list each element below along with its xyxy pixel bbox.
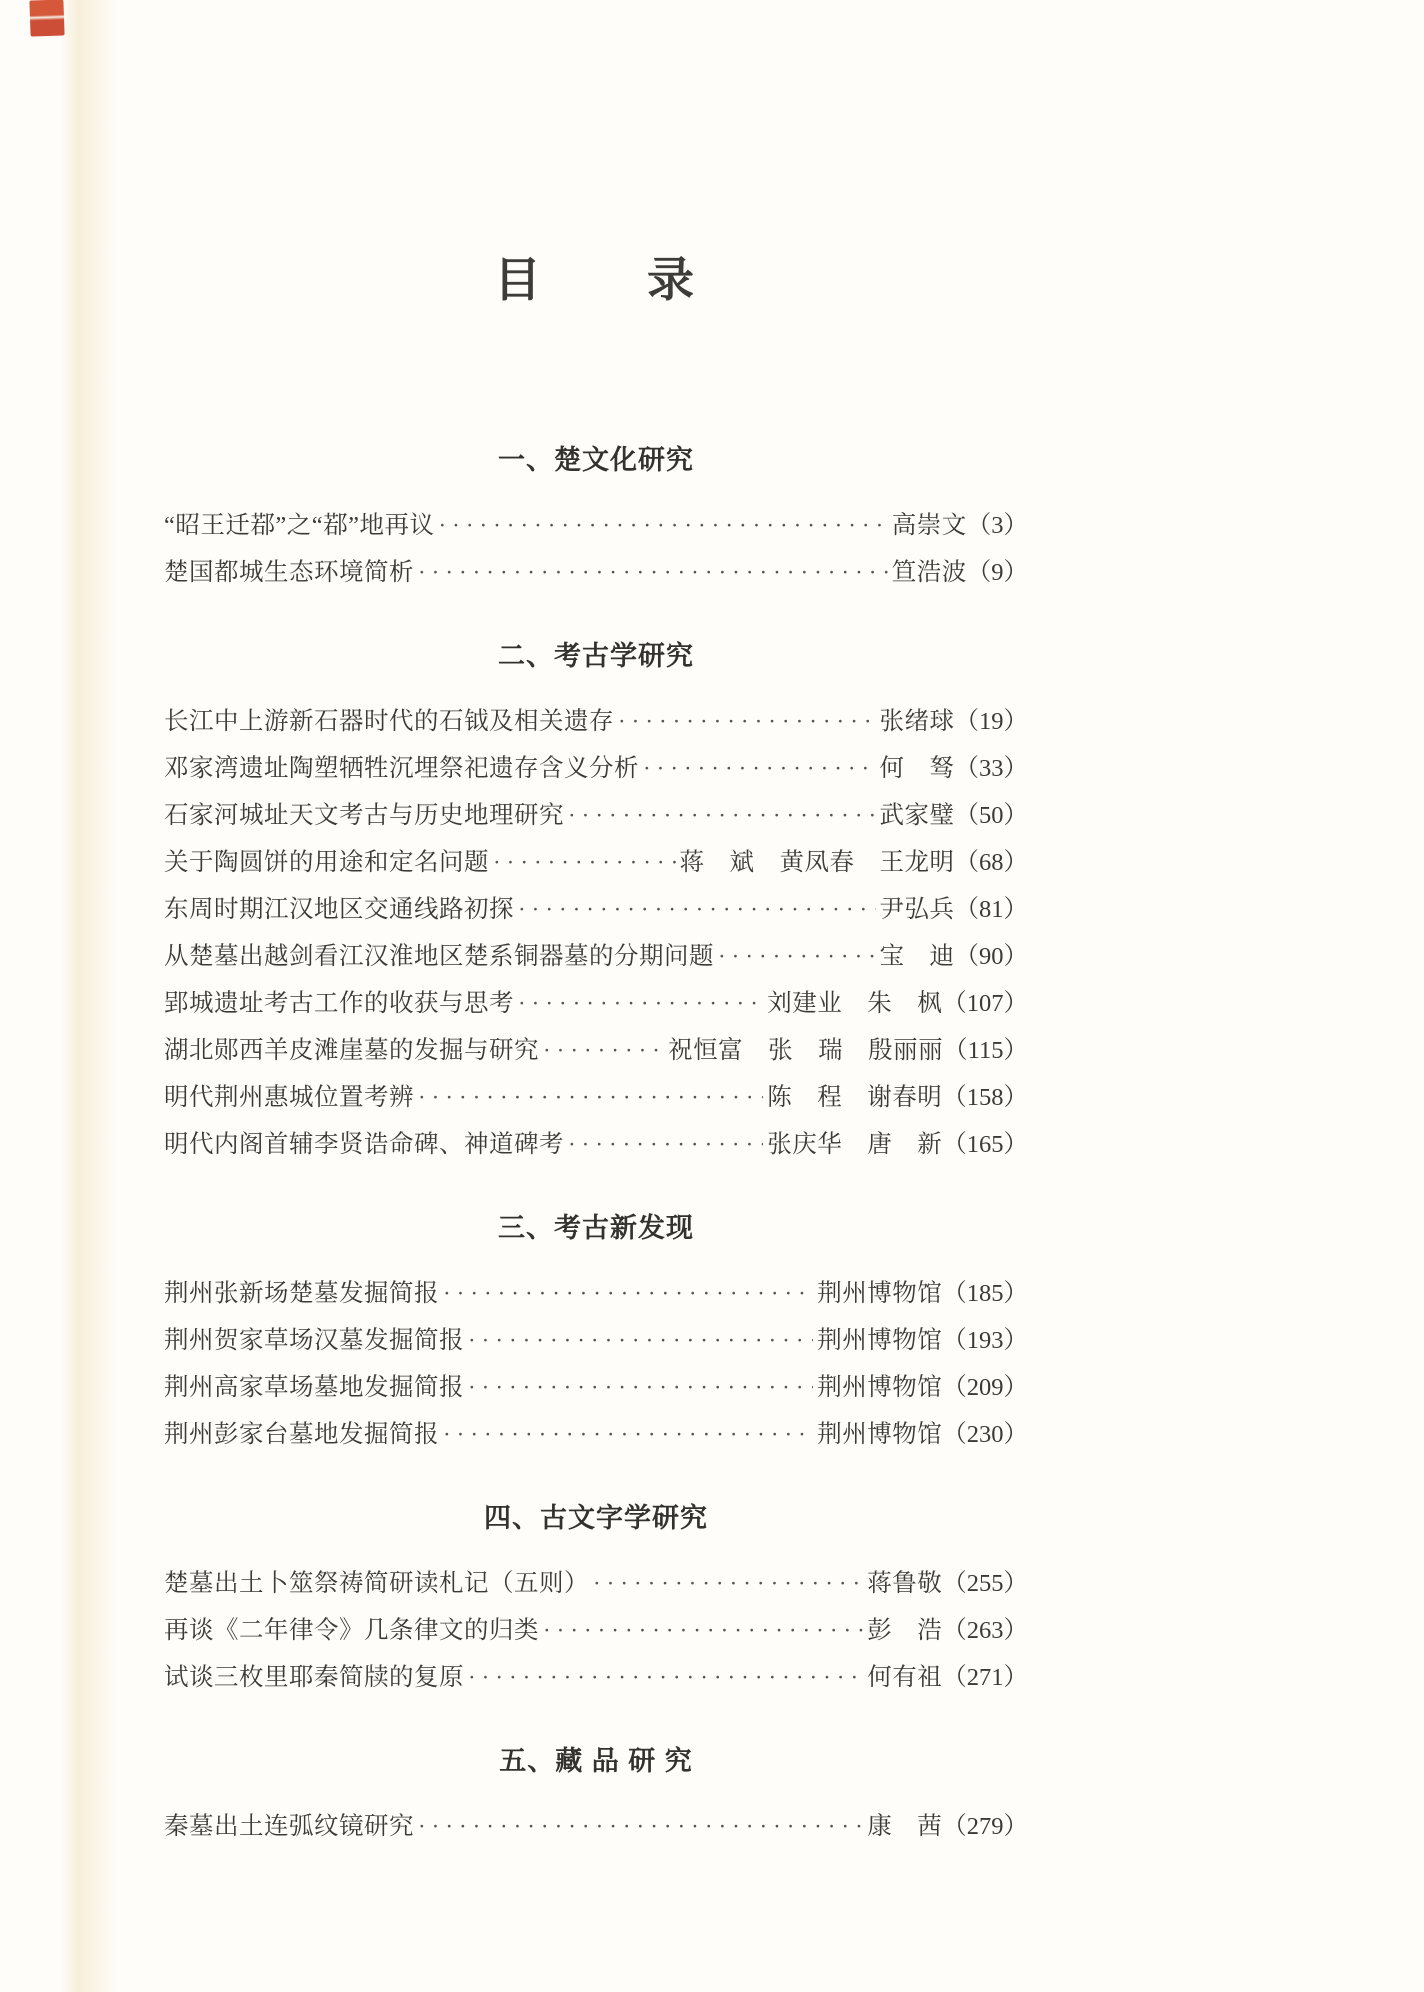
toc-entry	[164, 886, 1028, 933]
section-heading: 五、藏 品 研 究	[499, 1746, 693, 1776]
dot-leader	[468, 1364, 813, 1411]
entry-title: 郢城遗址考古工作的收获与思考	[164, 990, 514, 1017]
toc-sections	[164, 442, 1028, 1850]
entry-tail	[867, 1654, 1028, 1701]
entry-title: 石家河城址天文考古与历史地理研究	[164, 802, 564, 829]
dot-leader	[718, 933, 876, 980]
entry-page-number: （3）	[966, 512, 1028, 539]
entry-tail	[892, 549, 1028, 596]
dot-leader	[643, 745, 876, 792]
dot-leader	[468, 1654, 863, 1701]
dot-leader	[418, 1074, 763, 1121]
toc-entry	[164, 1270, 1028, 1317]
toc-entry	[164, 1803, 1028, 1850]
dot-leader	[568, 792, 876, 839]
entry-tail	[892, 502, 1028, 549]
entry-title: 秦墓出土连弧纹镜研究	[164, 1813, 414, 1840]
toc-entry	[164, 1027, 1028, 1074]
entry-authors: 张绪球	[879, 708, 955, 735]
entry-page-number: （81）	[954, 896, 1028, 923]
dot-leader	[418, 1803, 863, 1850]
entry-title: 再谈《二年律令》几条律文的归类	[164, 1617, 539, 1644]
entry-authors: 何有祖	[867, 1664, 943, 1691]
section-entries	[164, 502, 1028, 596]
entry-tail	[767, 980, 1028, 1027]
entry-tail	[867, 1803, 1028, 1850]
entry-title: 长江中上游新石器时代的石钺及相关遗存	[164, 708, 614, 735]
entry-page-number: （19）	[954, 708, 1028, 735]
entry-page-number: （279）	[942, 1813, 1028, 1840]
dot-leader	[618, 698, 876, 745]
entry-authors: 陈 程 谢春明	[767, 1084, 943, 1111]
toc-section	[164, 442, 1028, 596]
toc-entry	[164, 980, 1028, 1027]
entry-title: 明代内阁首辅李贤诰命碑、神道碑考	[164, 1131, 564, 1158]
dot-leader	[439, 502, 888, 549]
entry-title: 试谈三枚里耶秦简牍的复原	[164, 1664, 464, 1691]
entry-authors: 荆州博物馆	[817, 1280, 943, 1307]
toc-entry	[164, 1654, 1028, 1701]
entry-page-number: （165）	[942, 1131, 1028, 1158]
toc-entry	[164, 1074, 1028, 1121]
entry-title: 荆州彭家台墓地发掘简报	[164, 1421, 439, 1448]
entry-title: 湖北郧西羊皮滩崖墓的发掘与研究	[164, 1037, 539, 1064]
section-heading: 二、考古学研究	[498, 641, 694, 671]
toc-section	[164, 1500, 1028, 1701]
entry-authors: 蒋 斌 黄凤春 王龙明	[679, 849, 955, 876]
dot-leader	[468, 1317, 813, 1364]
entry-authors: 荆州博物馆	[817, 1421, 943, 1448]
dot-leader	[443, 1270, 813, 1317]
toc-entry	[164, 1317, 1028, 1364]
entry-tail	[680, 839, 1029, 886]
dot-leader	[593, 1560, 863, 1607]
entry-title: 荆州贺家草场汉墓发掘简报	[164, 1327, 464, 1354]
dot-leader	[543, 1027, 664, 1074]
dot-leader	[518, 886, 876, 933]
dot-leader	[568, 1121, 763, 1168]
toc-entry	[164, 698, 1028, 745]
entry-title: 明代荆州惠城位置考辨	[164, 1084, 414, 1111]
entry-authors: 尹弘兵	[879, 896, 955, 923]
entry-title: 荆州高家草场墓地发掘简报	[164, 1374, 464, 1401]
entry-tail	[867, 1607, 1028, 1654]
section-entries	[164, 1270, 1028, 1458]
entry-tail	[880, 886, 1029, 933]
toc-section	[164, 1743, 1028, 1850]
entry-tail	[817, 1364, 1028, 1411]
section-entries	[164, 698, 1028, 1168]
entry-title: “昭王迁鄀”之“鄀”地再议	[164, 512, 435, 539]
entry-title: 从楚墓出越剑看江汉淮地区楚系铜器墓的分期问题	[164, 943, 714, 970]
toc-entry	[164, 1121, 1028, 1168]
entry-page-number: （90）	[954, 943, 1028, 970]
entry-page-number: （271）	[942, 1664, 1028, 1691]
entry-page-number: （185）	[942, 1280, 1028, 1307]
entry-authors: 刘建业 朱 枫	[767, 990, 943, 1017]
entry-authors: 何 驽	[879, 755, 955, 782]
toc-entry	[164, 1607, 1028, 1654]
toc-entry	[164, 839, 1028, 886]
dot-leader	[493, 839, 676, 886]
entry-authors: 祝恒富 张 瑞 殷丽丽	[668, 1037, 944, 1064]
toc-page	[164, 0, 1028, 1850]
entry-page-number: （68）	[954, 849, 1028, 876]
entry-authors: 高崇文	[891, 512, 967, 539]
toc-entry	[164, 745, 1028, 792]
toc-entry	[164, 1364, 1028, 1411]
entry-tail	[880, 792, 1029, 839]
entry-tail	[880, 698, 1029, 745]
entry-tail	[767, 1121, 1028, 1168]
entry-authors: 武家璧	[879, 802, 955, 829]
entry-page-number: （107）	[942, 990, 1028, 1017]
toc-entry	[164, 549, 1028, 596]
entry-title: 东周时期江汉地区交通线路初探	[164, 896, 514, 923]
entry-tail	[668, 1027, 1028, 1074]
entry-title: 邓家湾遗址陶塑牺牲沉埋祭祀遗存含义分析	[164, 755, 639, 782]
entry-page-number: （230）	[942, 1421, 1028, 1448]
toc-section	[164, 638, 1028, 1168]
entry-authors: 荆州博物馆	[817, 1374, 943, 1401]
dot-leader	[518, 980, 763, 1027]
entry-title: 楚国都城生态环境简析	[164, 559, 414, 586]
toc-entry	[164, 1411, 1028, 1458]
entry-page-number: （209）	[942, 1374, 1028, 1401]
section-heading: 三、考古新发现	[498, 1213, 694, 1243]
entry-authors: 宝 迪	[879, 943, 955, 970]
entry-title: 关于陶圆饼的用途和定名问题	[164, 849, 489, 876]
dot-leader	[418, 549, 888, 596]
toc-entry	[164, 933, 1028, 980]
toc-entry	[164, 792, 1028, 839]
section-heading: 四、古文字学研究	[484, 1503, 708, 1533]
toc-section	[164, 1210, 1028, 1458]
entry-authors: 蒋鲁敬	[867, 1570, 943, 1597]
entry-page-number: （33）	[954, 755, 1028, 782]
toc-entry	[164, 1560, 1028, 1607]
entry-authors: 康 茜	[867, 1813, 943, 1840]
entry-tail	[817, 1411, 1028, 1458]
entry-page-number: （193）	[942, 1327, 1028, 1354]
entry-page-number: （115）	[943, 1037, 1028, 1064]
entry-tail	[867, 1560, 1028, 1607]
entry-tail	[880, 745, 1029, 792]
entry-page-number: （50）	[954, 802, 1028, 829]
entry-page-number: （9）	[966, 559, 1028, 586]
entry-tail	[817, 1317, 1028, 1364]
dot-leader	[443, 1411, 813, 1458]
section-entries	[164, 1560, 1028, 1701]
entry-page-number: （255）	[942, 1570, 1028, 1597]
entry-page-number: （158）	[942, 1084, 1028, 1111]
toc-entry	[164, 502, 1028, 549]
entry-authors: 笪浩波	[891, 559, 967, 586]
scan-page-edge	[58, 0, 118, 1992]
page-title: 目 录	[494, 255, 698, 307]
entry-tail	[767, 1074, 1028, 1121]
entry-tail	[880, 933, 1029, 980]
section-entries	[164, 1803, 1028, 1850]
entry-authors: 彭 浩	[867, 1617, 943, 1644]
entry-authors: 荆州博物馆	[817, 1327, 943, 1354]
entry-title: 楚墓出土卜筮祭祷简研读札记（五则）	[164, 1570, 589, 1597]
entry-title: 荆州张新场楚墓发掘简报	[164, 1280, 439, 1307]
entry-page-number: （263）	[942, 1617, 1028, 1644]
entry-tail	[817, 1270, 1028, 1317]
red-corner-mark	[29, 0, 64, 37]
entry-authors: 张庆华 唐 新	[767, 1131, 943, 1158]
dot-leader	[543, 1607, 863, 1654]
section-heading: 一、楚文化研究	[498, 445, 694, 475]
